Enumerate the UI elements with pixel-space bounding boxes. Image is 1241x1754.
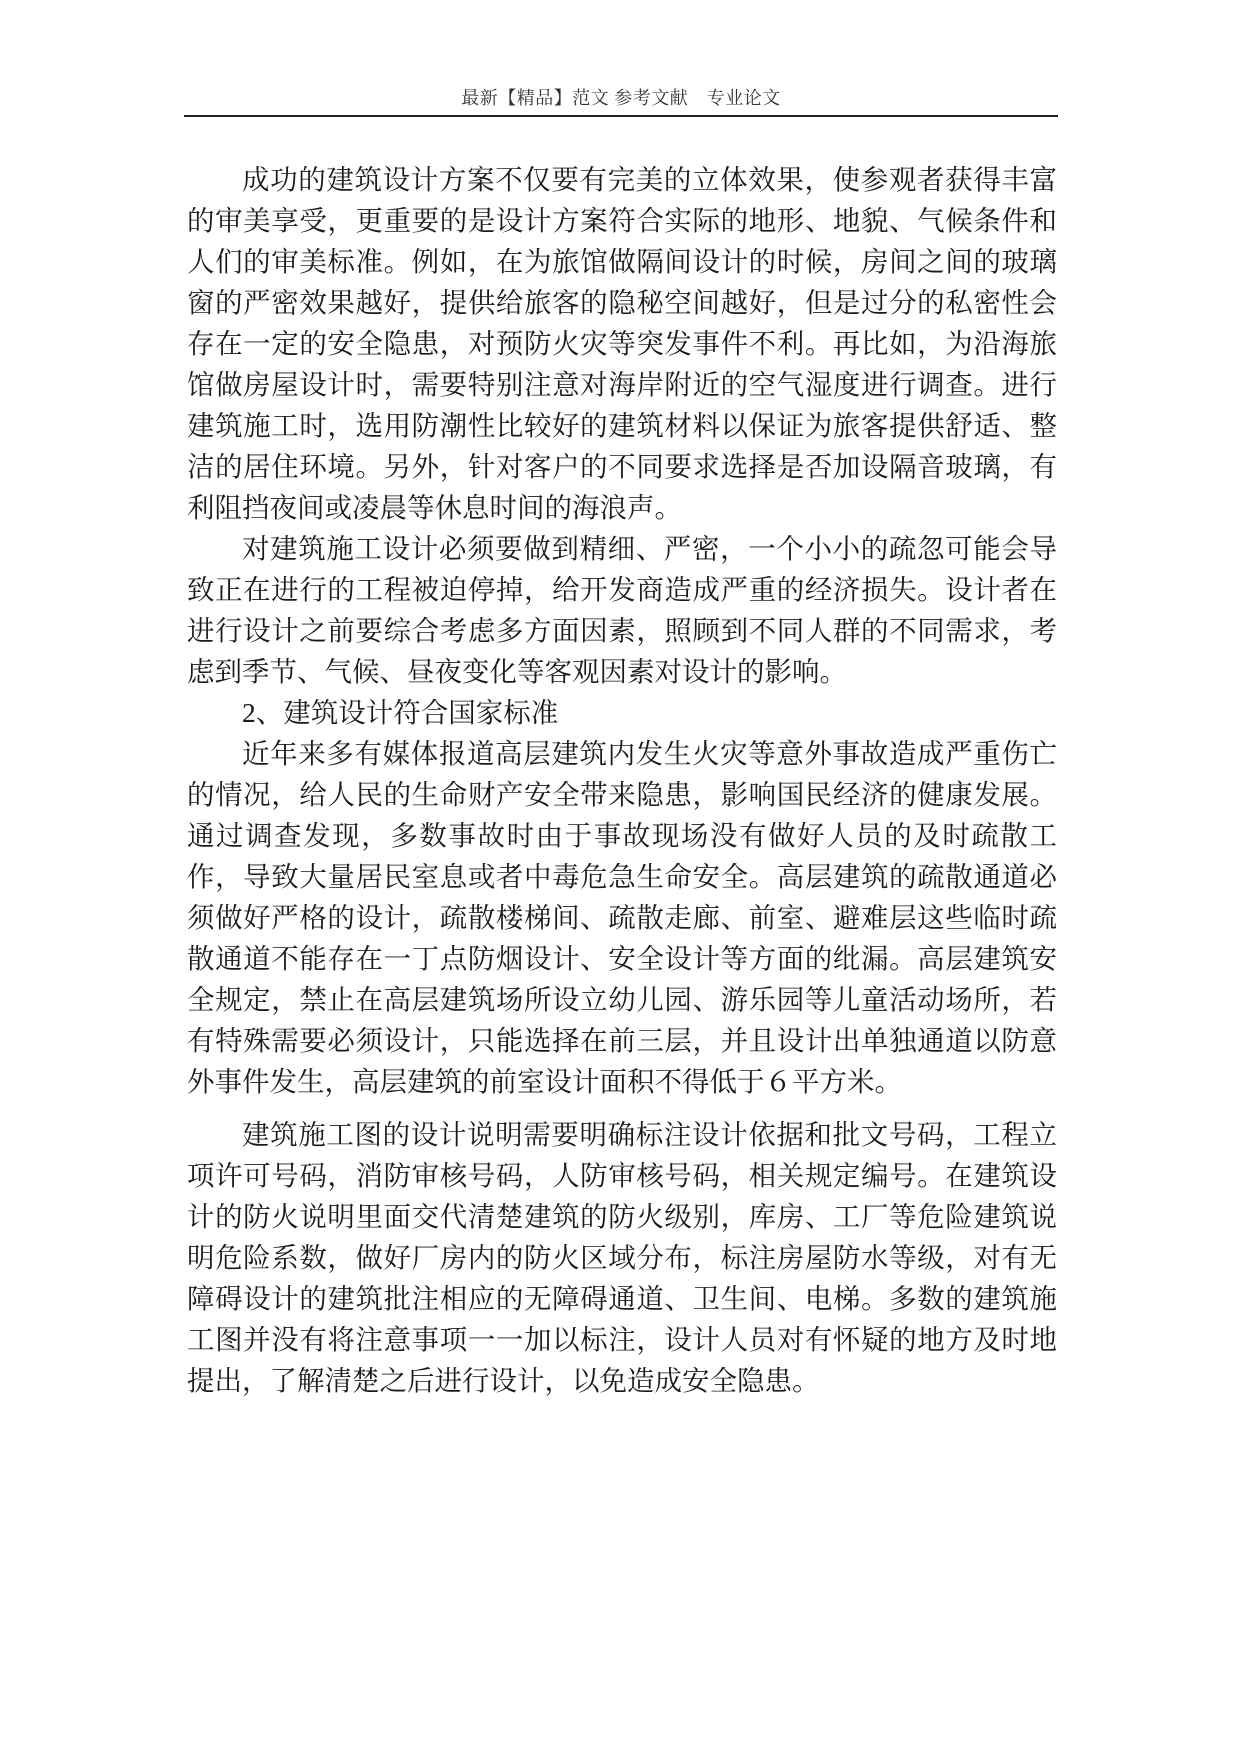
- paragraph-3: 近年来多有媒体报道高层建筑内发生火灾等意外事故造成严重伤亡的情况，给人民的生命财产安全带来隐患，影响国民经济的健康发展。通过调查发现，多数事故时由于事故现场没有做好人员的及时疏散工作，导致大量居民室息或者中毒危急生命安全。高层建筑的疏散通道必须做好严格的设计，疏散楼梯间、疏散走廊、前室、避难层这些临时疏散通道不能存在一丁点防烟设计、安全设计等方面的纰漏。高层建筑安全规定，禁止在高层建筑场所设立幼儿园、游乐园等儿童活动场所，若有特殊需要必须设计，只能选择在前三层，并且设计出单独通道以防意外事件发生，高层建筑的前室设计面积不得低于６平方米。: [187, 738, 1057, 1097]
- paragraph-4: 建筑施工图的设计说明需要明确标注设计依据和批文号码，工程立项许可号码，消防审核号码，人防审核号码，相关规定编号。在建筑设计的防火说明里面交代清楚建筑的防火级别，库房、工厂等危险建筑说明危险系数，做好厂房内的防火区域分布，标注房屋防水等级，对有无障碍设计的建筑批注相应的无障碍通道、卫生间、电梯。多数的建筑施工图并没有将注意事项一一加以标注，设计人员对有怀疑的地方及时地提出，了解清楚之后进行设计，以免造成安全隐患。: [187, 1119, 1057, 1396]
- document-body: [187, 159, 1057, 1401]
- paragraph-1: 成功的建筑设计方案不仅要有完美的立体效果，使参观者获得丰富的审美享受，更重要的是设计方案符合实际的地形、地貌、气候条件和人们的审美标准。例如，在为旅馆做隔间设计的时候，房间之间的玻璃窗的严密效果越好，提供给旅客的隐秘空间越好，但是过分的私密性会存在一定的安全隐患，对预防火灾等突发事件不利。再比如，为沿海旅馆做房屋设计时，需要特别注意对海岸附近的空气湿度进行调查。进行建筑施工时，选用防潮性比较好的建筑材料以保证为旅客提供舒适、整洁的居住环境。另外，针对客户的不同要求选择是否加设隔音玻璃，有利阻挡夜间或凌晨等休息时间的海浪声。: [187, 164, 1057, 523]
- paragraph-2: 对建筑施工设计必须要做到精细、严密，一个小小的疏忽可能会导致正在进行的工程被迫停掉，给开发商造成严重的经济损失。设计者在进行设计之前要综合考虑多方面因素，照顾到不同人群的不同需求，考虑到季节、气候、昼夜变化等客观因素对设计的影响。: [187, 533, 1057, 687]
- header-divider: [184, 115, 1058, 117]
- page-header: 最新【精品】范文 参考文献 专业论文: [461, 88, 781, 108]
- section-heading: 2、建筑设计符合国家标准: [242, 697, 559, 728]
